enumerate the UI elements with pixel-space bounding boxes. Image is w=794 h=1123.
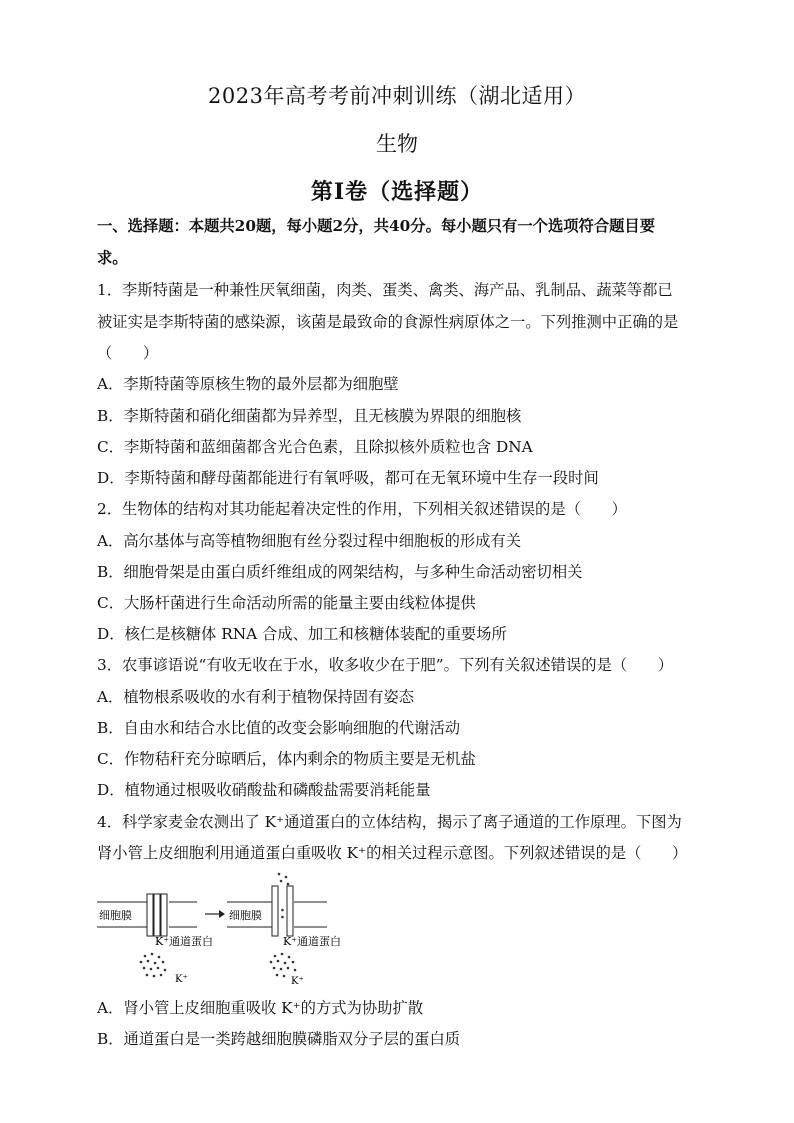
k-ions-left (140, 953, 167, 978)
question-2-option-c: C．大肠杆菌进行生命活动所需的能量主要由线粒体提供 (97, 594, 476, 612)
question-1-stem-line-3: （ ） (97, 344, 159, 362)
k-ions-released (278, 873, 290, 886)
section-heading: 一、选择题：本题共20题，每小题2分，共40分。每小题只有一个选项符合题目要 (97, 217, 656, 235)
membrane-label-left: 细胞膜 (99, 909, 132, 922)
question-2-option-a: A．高尔基体与高等植物细胞有丝分裂过程中细胞板的形成有关 (97, 532, 522, 550)
question-4-stem-line-2: 肾小管上皮细胞利用通道蛋白重吸收 K⁺的相关过程示意图。下列叙述错误的是（ ） (97, 844, 688, 862)
ion-label-left: K⁺ (175, 974, 188, 985)
channel-label-left: K⁺通道蛋白 (155, 935, 214, 948)
channel-open (272, 886, 293, 936)
question-4-option-b: B．通道蛋白是一类跨越细胞膜磷脂双分子层的蛋白质 (97, 1030, 461, 1048)
question-2-option-d: D．核仁是核糖体 RNA 合成、加工和核糖体装配的重要场所 (97, 625, 507, 643)
question-1-option-c: C．李斯特菌和蓝细菌都含光合色素，且除拟核外质粒也含 DNA (97, 438, 533, 456)
subject-title: 生物 (376, 132, 418, 156)
k-ions-right (270, 953, 297, 978)
exam-title: 2023年高考考前冲刺训练（湖北适用） (208, 84, 586, 108)
question-4-option-a: A．肾小管上皮细胞重吸收 K⁺的方式为协助扩散 (97, 999, 424, 1017)
question-1-option-b: B．李斯特菌和硝化细菌都为异养型，且无核膜为界限的细胞核 (97, 407, 522, 425)
question-3-option-c: C．作物秸秆充分晾晒后，体内剩余的物质主要是无机盐 (97, 750, 476, 768)
ion-label-right: K⁺ (291, 976, 304, 987)
question-3-option-b: B．自由水和结合水比值的改变会影响细胞的代谢活动 (97, 719, 461, 737)
channel-closed (147, 894, 167, 936)
arrow-icon (205, 910, 225, 918)
question-1-option-d: D．李斯特菌和酵母菌都能进行有氧呼吸，都可在无氧环境中生存一段时间 (97, 469, 599, 487)
question-1-option-a: A．李斯特菌等原核生物的最外层都为细胞壁 (97, 375, 399, 393)
question-3-stem: 3．农事谚语说“有收无收在于水，收多收少在于肥”。下列有关叙述错误的是（ ） (97, 656, 674, 674)
volume-title: 第Ⅰ卷（选择题） (310, 179, 484, 205)
question-4-stem-line-1: 4．科学家麦金农测出了 K⁺通道蛋白的立体结构，揭示了离子通道的工作原理。下图为 (97, 813, 682, 831)
question-1-stem-line-1: 1．李斯特菌是一种兼性厌氧细菌，肉类、蛋类、禽类、海产品、乳制品、蔬菜等都已 (97, 281, 673, 299)
question-2-stem: 2．生物体的结构对其功能起着决定性的作用，下列相关叙述错误的是（ ） (97, 500, 627, 518)
section-heading-cont: 求。 (97, 249, 128, 267)
channel-label-right: K⁺通道蛋白 (283, 935, 342, 948)
question-3-option-a: A．植物根系吸收的水有利于植物保持固有姿态 (97, 688, 414, 706)
membrane-label-right: 细胞膜 (229, 909, 262, 922)
k-channel-diagram (97, 872, 367, 992)
question-2-option-b: B．细胞骨架是由蛋白质纤维组成的网架结构，与多种生命活动密切相关 (97, 563, 583, 581)
question-1-stem-line-2: 被证实是李斯特菌的感染源，该菌是最致命的食源性病原体之一。下列推测中正确的是 (97, 313, 679, 331)
question-3-option-d: D．植物通过根吸收硝酸盐和磷酸盐需要消耗能量 (97, 781, 431, 799)
